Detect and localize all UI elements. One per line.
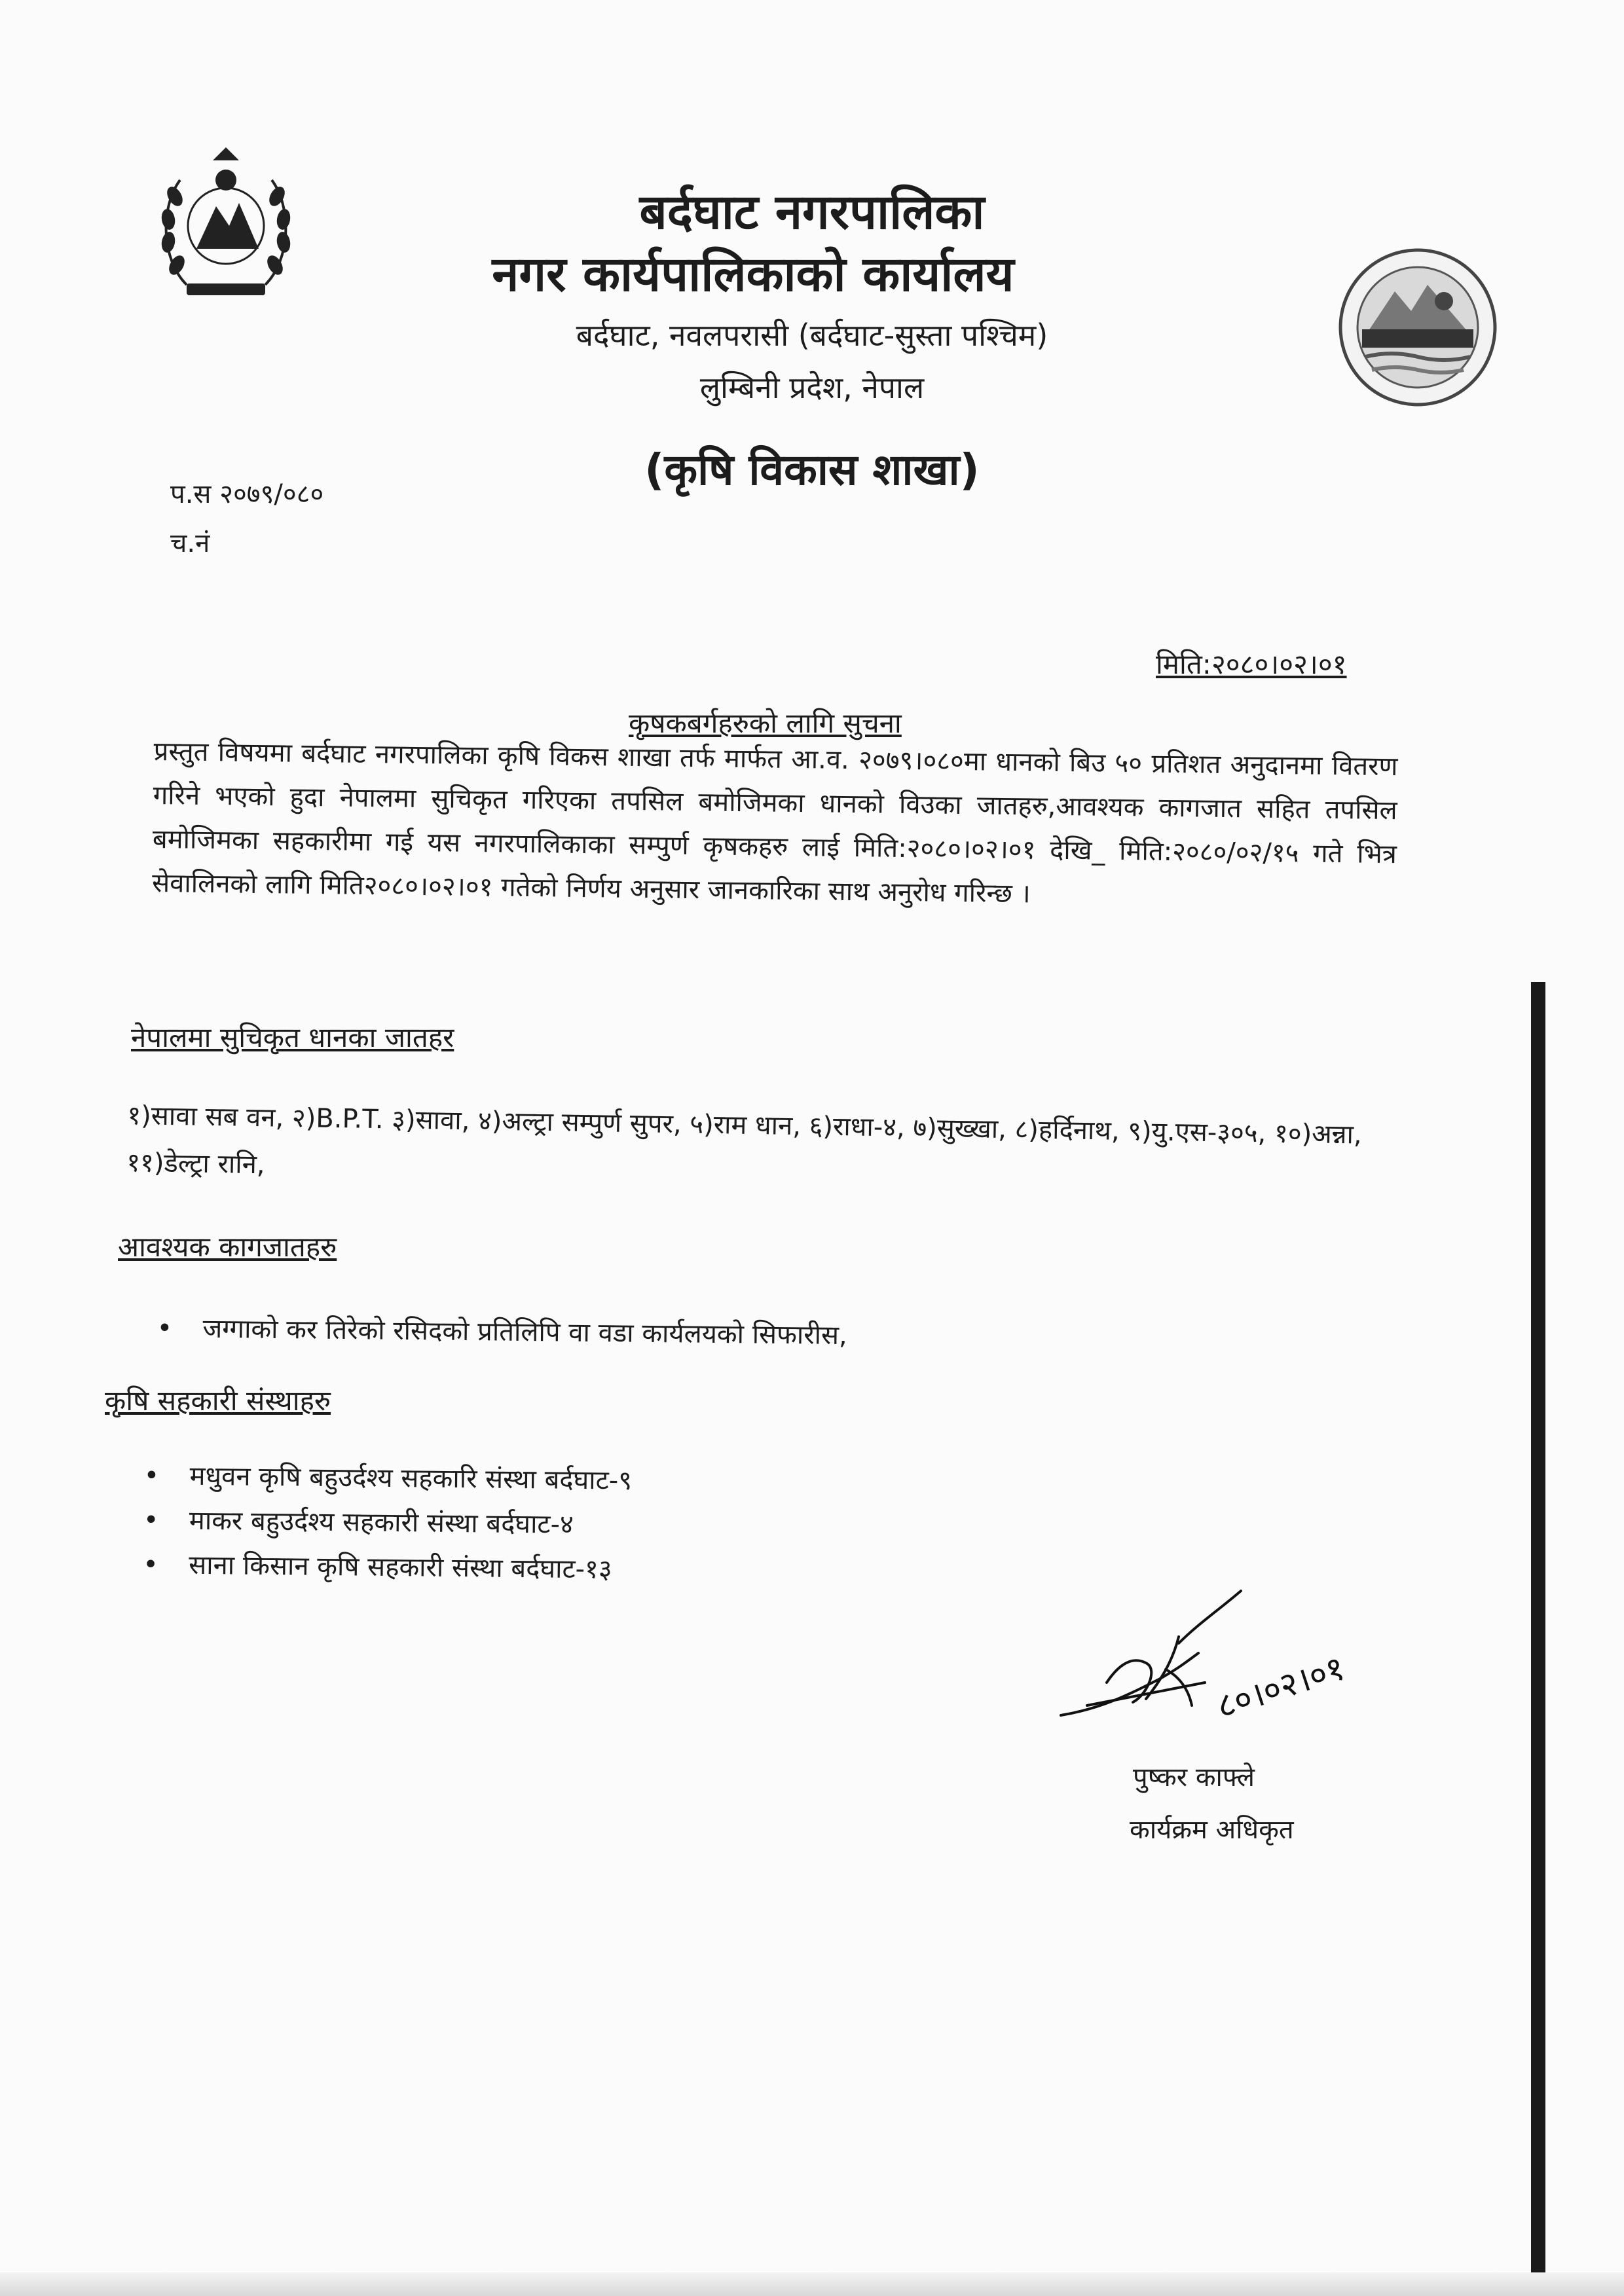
list-item: • साना किसान कृषि सहकारी संस्था बर्दघाट-१३ — [143, 1542, 631, 1592]
branch-name: (कृषि विकास शाखा) — [644, 445, 980, 495]
signed-date: ८०।०२।०१ — [1211, 1648, 1350, 1727]
address-line-1: बर्दघाट, नवलपरासी (बर्दघाट-सुस्ता पश्चिम) — [576, 318, 1048, 353]
scan-bottom-edge — [0, 2272, 1624, 2296]
municipality-name: बर्दघाट नगरपालिका — [639, 184, 985, 240]
cooperatives-list — [143, 1453, 633, 1592]
cooperatives-heading: कृषि सहकारी संस्थाहरु — [105, 1385, 331, 1417]
scan-shadow-edge — [1531, 982, 1545, 2291]
office-name: नगर कार्यपालिकाको कार्यालय — [492, 246, 1014, 302]
list-item: • मधुवन कृषि बहुउर्दश्य सहकारि संस्था बर्दघाट-९ — [143, 1453, 632, 1503]
signatory-name: पुष्कर काफ्ले — [1133, 1762, 1255, 1793]
list-item: • जग्गाको कर तिरेको रसिदको प्रतिलिपि वा वडा कार्यलयको सिफारीस, — [157, 1306, 847, 1358]
notice-body: प्रस्तुत विषयमा बर्दघाट नगरपालिका कृषि विकस शाखा तर्फ मार्फत आ.व. २०७९।०८०मा धानको बिउ ५० प्रतिशत अनुदानमा वितरण गरिने भएको हुदा नेपालमा सुचिकृत गरिएका तपसिल बमोजिमका धानको विउका जातहरु,आवश्यक कागजात सहित तपसिल बमोजिमका सहकारीमा गई यस नगरपालिकाका सम्पुर्ण कृषकहरु लाई मिति:२०८०।०२।०१ देखि_ मिति:२०८०/०२/१५ गते भित्र सेवालिनको लागि मिति२०८०।०२।०१ गतेको निर्णय अनुसार जानकारिका साथ अनुरोध गरिन्छ । — [151, 736, 1398, 909]
signatory-title: कार्यक्रम अधिकृत — [1130, 1815, 1294, 1845]
notice-title: कृषकबर्गहरुको लागि सुचना — [629, 707, 902, 739]
dispatch-number: च.नं — [170, 528, 210, 558]
list-item: • माकर बहुउर्दश्य सहकारी संस्था बर्दघाट-४ — [143, 1498, 632, 1548]
handwritten-signature-icon — [1048, 1584, 1414, 1735]
letter-date: मिति:२०८०।०२।०१ — [1156, 648, 1347, 680]
reference-number: प.स २०७९/०८० — [170, 479, 324, 509]
varieties-list: १)सावा सब वन, २)B.P.T. ३)सावा, ४)अल्ट्रा सम्पुर्ण सुपर, ५)राम धान, ६)राधा-४, ७)सुख्खा, ८)हर्दिनाथ, ९)यु.एस-३०५, १०)अन्ना, ११)डेल्ट्रा रानि, — [126, 1100, 1363, 1180]
documents-list — [157, 1306, 847, 1358]
varieties-heading: नेपालमा सुचिकृत धानका जातहर — [131, 1021, 454, 1053]
documents-heading: आवश्यक कागजातहरु — [118, 1231, 337, 1263]
address-line-2: लुम्बिनी प्रदेश, नेपाल — [699, 370, 925, 405]
